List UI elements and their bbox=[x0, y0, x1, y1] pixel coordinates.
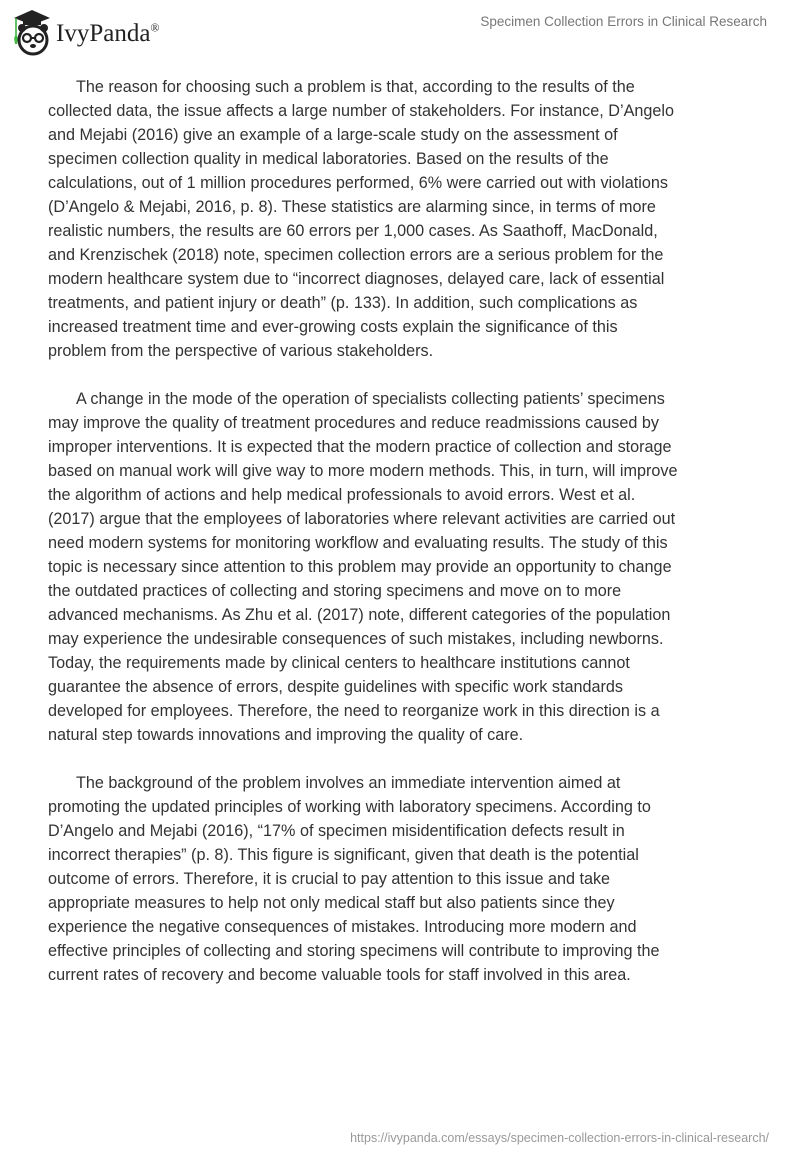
panda-graduate-icon bbox=[12, 8, 52, 56]
text-line: appropriate measures to help not only medical staff but also patients since they bbox=[48, 894, 615, 912]
text-line: current rates of recovery and become valuable tools for staff involved in this area. bbox=[48, 966, 631, 984]
logo-text: IvyPanda® bbox=[56, 20, 160, 47]
text-line: (D’Angelo & Mejabi, 2016, p. 8). These statistics are alarming since, in terms of more bbox=[48, 198, 656, 216]
paragraph bbox=[48, 771, 760, 987]
text-line: The background of the problem involves an immediate intervention aimed at bbox=[76, 774, 621, 792]
text-line: modern healthcare system due to “incorrect diagnoses, delayed care, lack of essential bbox=[48, 270, 665, 288]
text-line: The reason for choosing such a problem is that, according to the results of the bbox=[76, 78, 635, 96]
text-line: guarantee the absence of errors, despite guidelines with specific work standards bbox=[48, 678, 623, 696]
ivypanda-logo[interactable] bbox=[12, 8, 160, 56]
text-line: outcome of errors. Therefore, it is crucial to pay attention to this issue and take bbox=[48, 870, 611, 888]
document-title: Specimen Collection Errors in Clinical Research bbox=[480, 14, 767, 29]
text-line: A change in the mode of the operation of specialists collecting patients’ specimens bbox=[76, 390, 665, 408]
text-line: problem from the perspective of various stakeholders. bbox=[48, 342, 434, 360]
paragraph bbox=[48, 75, 760, 363]
text-line: advanced mechanisms. As Zhu et al. (2017) note, different categories of the population bbox=[48, 606, 671, 624]
text-line: experience the negative consequences of mistakes. Introducing more modern and bbox=[48, 918, 637, 936]
text-line: need modern systems for monitoring workflow and evaluating results. The study of this bbox=[48, 534, 668, 552]
text-line: treatments, and patient injury or death” (p. 133). In addition, such complications as bbox=[48, 294, 638, 312]
text-line: topic is necessary since attention to this problem may provide an opportunity to change bbox=[48, 558, 672, 576]
text-line: and Mejabi (2016) give an example of a large-scale study on the assessment of bbox=[48, 126, 618, 144]
text-line: incorrect therapies” (p. 8). This figure is significant, given that death is the potential bbox=[48, 846, 639, 864]
text-line: promoting the updated principles of working with laboratory specimens. According to bbox=[48, 798, 651, 816]
text-line: calculations, out of 1 million procedures performed, 6% were carried out with violations bbox=[48, 174, 668, 192]
text-line: may improve the quality of treatment procedures and reduce readmissions caused by bbox=[48, 414, 659, 432]
text-line: based on manual work will give way to more modern methods. This, in turn, will improve bbox=[48, 462, 678, 480]
text-line: D’Angelo and Mejabi (2016), “17% of specimen misidentification defects result in bbox=[48, 822, 625, 840]
text-line: collected data, the issue affects a large number of stakeholders. For instance, D’Angelo bbox=[48, 102, 674, 120]
essay-body bbox=[48, 75, 760, 1011]
text-line: specimen collection quality in medical laboratories. Based on the results of the bbox=[48, 150, 609, 168]
text-line: realistic numbers, the results are 60 errors per 1,000 cases. As Saathoff, MacDonald, bbox=[48, 222, 658, 240]
text-line: improper interventions. It is expected that the modern practice of collection and storage bbox=[48, 438, 672, 456]
text-line: and Krenzischek (2018) note, specimen collection errors are a serious problem for the bbox=[48, 246, 664, 264]
text-line: increased treatment time and ever-growing costs explain the significance of this bbox=[48, 318, 618, 336]
text-line: may experience the undesirable consequences of such mistakes, including newborns. bbox=[48, 630, 664, 648]
text-line: developed for employees. Therefore, the need to reorganize work in this direction is a bbox=[48, 702, 660, 720]
text-line: Today, the requirements made by clinical centers to healthcare institutions cannot bbox=[48, 654, 630, 672]
source-url-link[interactable]: https://ivypanda.com/essays/specimen-collection-errors-in-clinical-research/ bbox=[350, 1131, 769, 1145]
paragraph bbox=[48, 387, 760, 747]
text-line: the algorithm of actions and help medical professionals to avoid errors. West et al. bbox=[48, 486, 636, 504]
text-line: effective principles of collecting and storing specimens will contribute to improving the bbox=[48, 942, 660, 960]
text-line: the outdated practices of collecting and storing specimens and move on to more bbox=[48, 582, 622, 600]
text-line: (2017) argue that the employees of laboratories where relevant activities are carried out bbox=[48, 510, 676, 528]
text-line: natural step towards innovations and improving the quality of care. bbox=[48, 726, 524, 744]
